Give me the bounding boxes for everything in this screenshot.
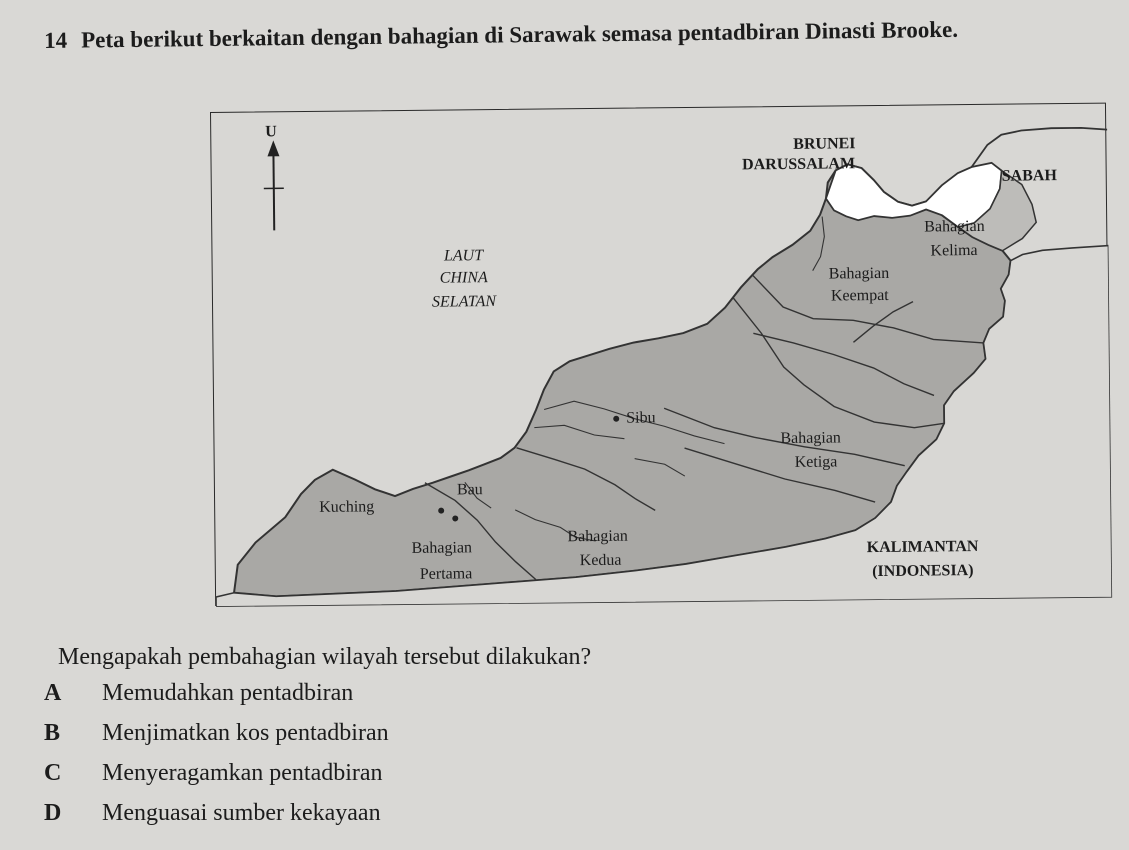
option-a[interactable] [42,680,389,720]
option-a-letter: A [44,680,62,706]
division-four-label-line1: Bahagian [828,264,890,283]
option-c-letter: C [44,760,62,786]
north-arrow [263,140,284,230]
kalimantan-label-line1: KALIMANTAN [866,537,979,557]
division-three-label-line2: Ketiga [794,453,838,471]
division-five-label-line2: Kelima [930,241,978,260]
map-drawing [211,104,1112,607]
kuching-label: Kuching [319,498,375,516]
question-stem: Peta berikut berkaitan dengan bahagian di Sarawak semasa pentadbiran Dinasti Brooke. [80,16,959,53]
sarawak-divisions-map [210,103,1111,606]
north-label: U [265,123,277,141]
answer-options [42,680,389,840]
sea-label-line1: LAUT [443,247,484,265]
sibu-label: Sibu [626,409,656,427]
question-number: 14 [44,27,68,53]
option-d-letter: D [44,800,62,826]
option-b-text: Menjimatkan kos pentadbiran [102,720,389,746]
division-four-label-line2: Keempat [830,286,889,305]
sabah-label: SABAH [1001,167,1057,185]
division-one-label-line2: Pertama [419,565,473,583]
kalimantan-label-line2: (INDONESIA) [872,562,974,581]
sea-label-line3: SELATAN [431,293,497,311]
division-three-label-line1: Bahagian [780,429,841,448]
sea-label-line2: CHINA [439,269,488,287]
option-b-letter: B [44,720,61,746]
option-c-text: Menyeragamkan pentadbiran [102,760,383,786]
bau-label: Bau [456,481,483,499]
division-two-label-line1: Bahagian [567,527,628,546]
brunei-label-line1: BRUNEI [793,135,856,153]
division-five-label-line1: Bahagian [924,217,985,236]
division-two-label-line2: Kedua [579,551,622,570]
sabah-border [971,128,1107,167]
division-one-label-line1: Bahagian [411,539,473,557]
option-b[interactable] [42,720,389,760]
option-d-text: Menguasai sumber kekayaan [102,800,381,826]
option-d[interactable] [42,800,389,840]
option-c[interactable] [42,760,389,800]
option-a-text: Memudahkan pentadbiran [102,680,354,706]
question-prompt: Mengapakah pembahagian wilayah tersebut dilakukan? [58,644,592,670]
brunei-label-line2: DARUSSALAM [742,155,856,174]
question-header [44,17,958,54]
